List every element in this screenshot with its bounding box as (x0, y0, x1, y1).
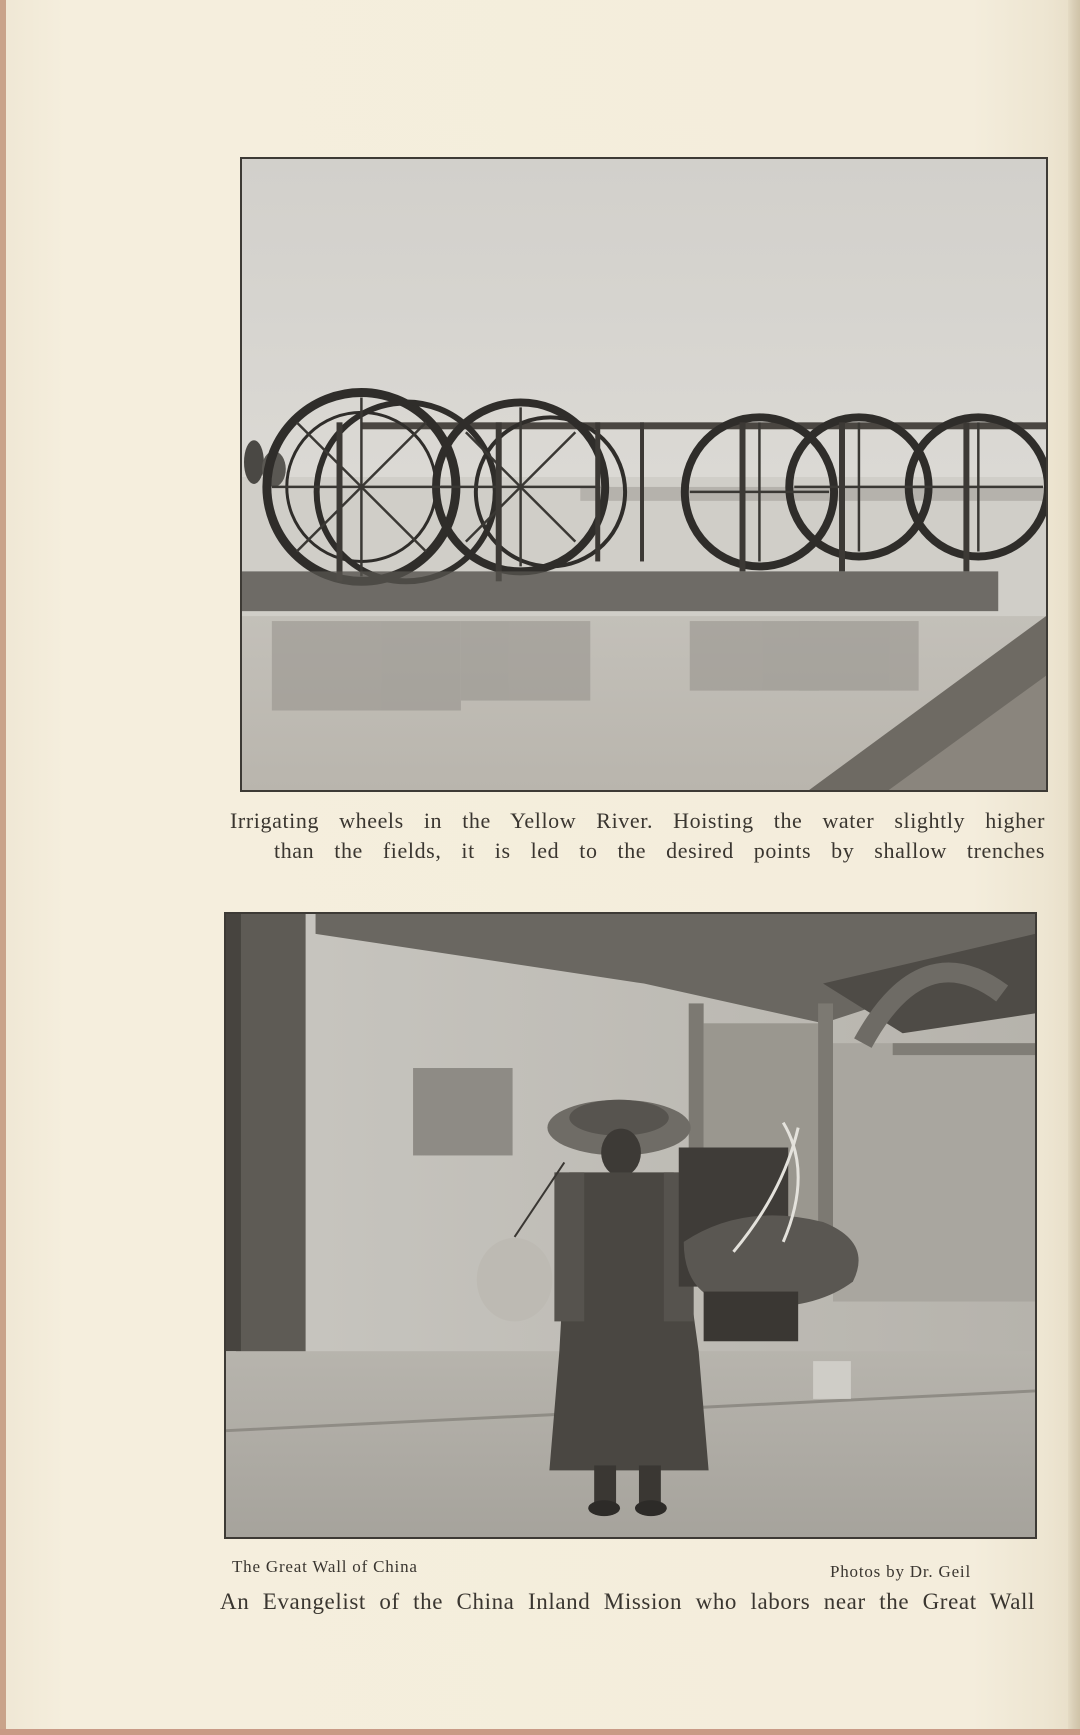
great-wall-label: The Great Wall of China (232, 1557, 418, 1576)
photo-evangelist (224, 912, 1037, 1539)
photo-credit: Photos by Dr. Geil (830, 1562, 971, 1581)
page-left-edge (0, 0, 6, 1735)
photo-irrigating-wheels (240, 157, 1048, 792)
caption-wheels-line-1: Irrigating wheels in the Yellow River. Hoisting the water slightly higher (230, 808, 1045, 833)
caption-wheels-line-2: than the fields, it is led to the desired points by shallow trenches (274, 838, 1045, 863)
irrigating-wheels-image (242, 159, 1046, 790)
page-bottom-edge (0, 1729, 1080, 1735)
caption-evangelist: An Evangelist of the China Inland Mission who labors near the Great Wall (220, 1589, 1035, 1614)
page-right-edge (1068, 0, 1080, 1735)
evangelist-image (226, 914, 1035, 1537)
